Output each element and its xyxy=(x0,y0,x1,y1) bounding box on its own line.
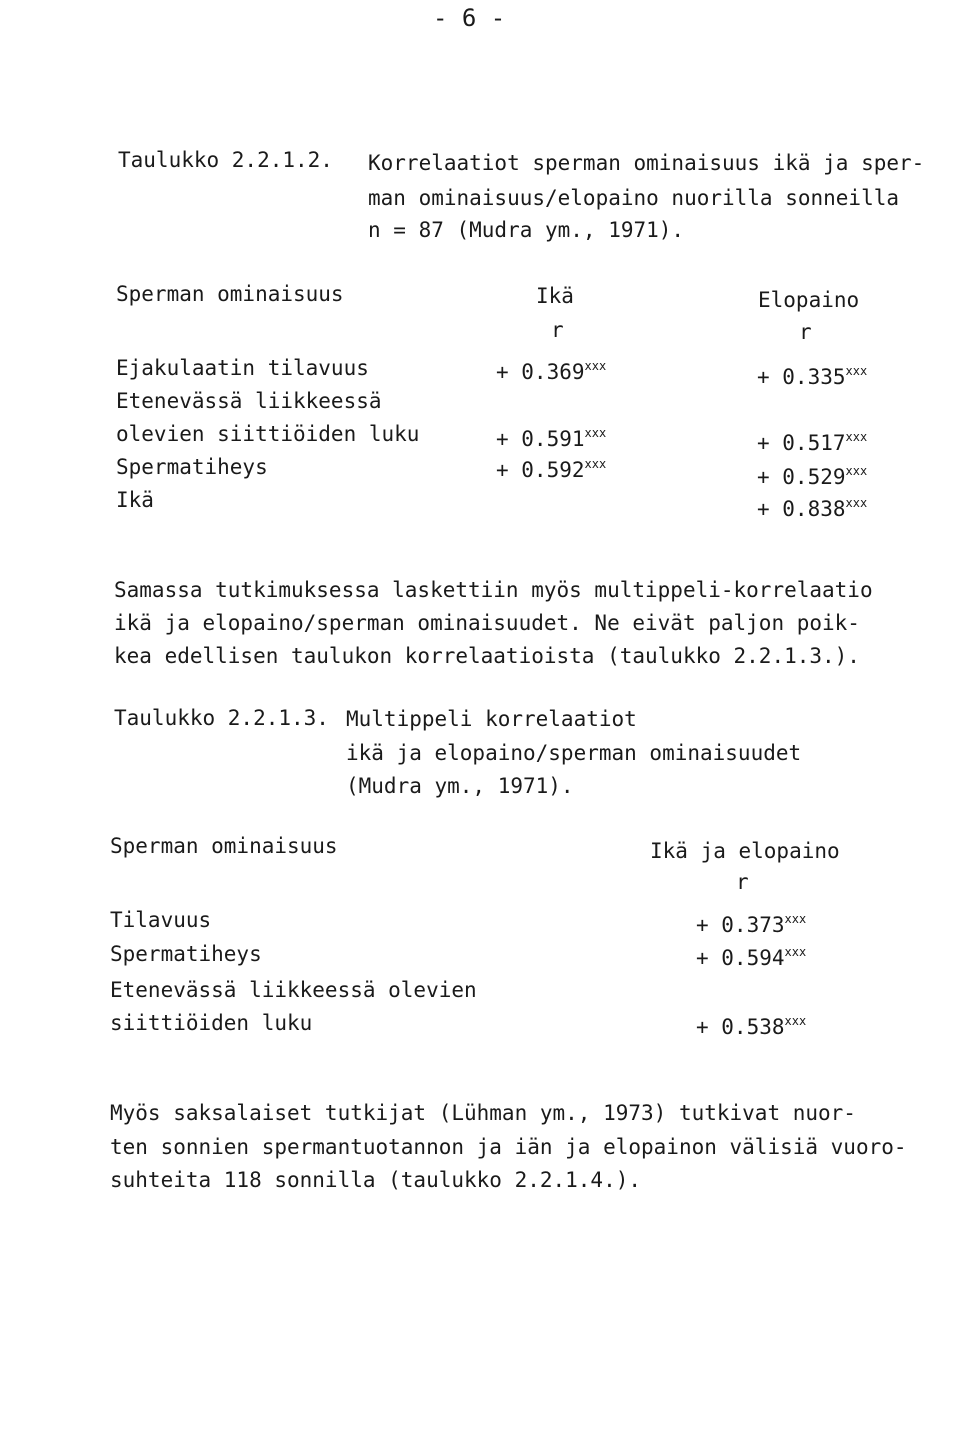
table2-col-r: r xyxy=(736,870,749,894)
table1-caption-line-2: man ominaisuus/elopaino nuorilla sonneilla xyxy=(368,186,900,210)
table2-row-label-4: siittiöiden luku xyxy=(110,1011,313,1035)
table1-ika-value-2: + $0.591^{xxx}$ xyxy=(496,426,607,451)
table1-col-elopaino-r: r xyxy=(799,320,812,344)
table1-caption-line-3: n = 87 (Mudra ym., 1971). xyxy=(368,218,685,242)
table1-col-header: Sperman ominaisuus xyxy=(116,282,344,306)
table1-row-label-1: Ejakulaatin tilavuus xyxy=(116,356,369,380)
table1-elopaino-value-2: + $0.517^{xxx}$ xyxy=(757,430,868,455)
paragraph2-line-1: Myös saksalaiset tutkijat (Lühman ym., 1973) tutkivat nuor- xyxy=(110,1101,856,1125)
table1-elopaino-value-4: + $0.838^{xxx}$ xyxy=(757,496,868,521)
table2-col-header: Sperman ominaisuus xyxy=(110,834,338,858)
table2-row-label-2: Spermatiheys xyxy=(110,942,262,966)
table2-caption-line-2: ikä ja elopaino/sperman ominaisuudet xyxy=(346,741,802,765)
table1-row-label-3: olevien siittiöiden luku xyxy=(116,422,420,446)
table1-caption-line-1: Korrelaatiot sperman ominaisuus ikä ja sper- xyxy=(368,151,925,175)
table1-label: Taulukko 2.2.1.2. xyxy=(118,148,333,172)
page-number: - 6 - xyxy=(433,4,506,32)
table1-row-label-4: Spermatiheys xyxy=(116,455,268,479)
table1-row-label-5: Ikä xyxy=(116,488,154,512)
paragraph1-line-3: kea edellisen taulukon korrelaatioista (taulukko 2.2.1.3.). xyxy=(114,644,860,668)
table1-col-ika: Ikä xyxy=(536,284,574,308)
table1-elopaino-value-1: + $0.335^{xxx}$ xyxy=(757,364,868,389)
table2-value-1: + $0.373^{xxx}$ xyxy=(696,912,807,937)
paragraph1-line-2: ikä ja elopaino/sperman ominaisuudet. Ne eivät paljon poik- xyxy=(114,611,860,635)
table2-label: Taulukko 2.2.1.3. xyxy=(114,706,329,730)
table1-ika-value-1: + $0.369^{xxx}$ xyxy=(496,359,607,384)
table2-caption-line-3: (Mudra ym., 1971). xyxy=(346,774,574,798)
table1-col-elopaino: Elopaino xyxy=(758,288,860,312)
table1-row-label-2: Etenevässä liikkeessä xyxy=(116,389,382,413)
table2-col-value: Ikä ja elopaino xyxy=(650,839,840,863)
table1-elopaino-value-3: + $0.529^{xxx}$ xyxy=(757,464,868,489)
table2-value-2: + $0.594^{xxx}$ xyxy=(696,945,807,970)
table2-row-label-3: Etenevässä liikkeessä olevien xyxy=(110,978,477,1002)
paragraph2-line-2: ten sonnien spermantuotannon ja iän ja elopainon välisiä vuoro- xyxy=(110,1135,907,1159)
table2-value-3: + $0.538^{xxx}$ xyxy=(696,1014,807,1039)
table1-ika-value-3: + $0.592^{xxx}$ xyxy=(496,457,607,482)
table1-col-ika-r: r xyxy=(551,318,564,342)
table2-row-label-1: Tilavuus xyxy=(110,908,212,932)
table2-caption-line-1: Multippeli korrelaatiot xyxy=(346,707,637,731)
paragraph1-line-1: Samassa tutkimuksessa laskettiin myös multippeli-korrelaatio xyxy=(114,578,873,602)
paragraph2-line-3: suhteita 118 sonnilla (taulukko 2.2.1.4.). xyxy=(110,1168,642,1192)
